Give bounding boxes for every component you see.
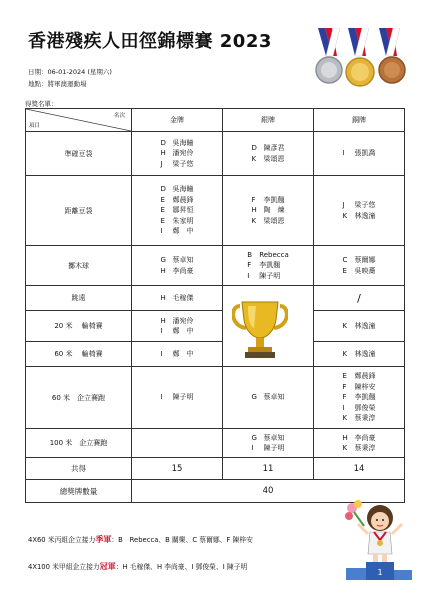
class-code: E (160, 206, 165, 215)
class-code: D (160, 185, 166, 194)
winner-entry (343, 443, 376, 454)
silver-cell (223, 429, 314, 458)
winner-entry (343, 255, 376, 266)
table-row (26, 311, 405, 342)
bronze-cell (314, 176, 405, 246)
event-name: 20 米 輪椅賽 (26, 311, 132, 342)
winner-name: 張凱喬 (354, 149, 376, 158)
corner-rank-label: 名次 (113, 113, 125, 119)
gold-total: 15 (132, 458, 223, 480)
class-code: G (160, 256, 166, 264)
silver-total: 11 (223, 458, 314, 480)
winner-entry (161, 216, 194, 227)
page-title: 香港殘疾人田徑錦標賽 2023 (28, 31, 272, 52)
winner-entry (252, 205, 285, 216)
gold-names (161, 138, 194, 170)
class-code: F (247, 261, 252, 270)
medals-icon (313, 28, 409, 90)
gold-cell (132, 246, 223, 286)
winner-entry (252, 154, 285, 165)
table-row (26, 246, 405, 286)
bronze-names (343, 371, 376, 424)
winner-entry (252, 195, 285, 206)
winner-name: 吳映蕎 (354, 266, 376, 275)
winner-entry (252, 392, 285, 403)
winner-name: 林逸潼 (354, 211, 376, 220)
winner-name: 潘宛伶 (172, 149, 194, 158)
winner-entry (161, 326, 194, 337)
event-name: 擲木球 (26, 246, 132, 286)
gold-names (161, 349, 194, 360)
winner-entry (161, 148, 194, 159)
bronze-cell (314, 246, 405, 286)
winner-name: 李凱翹 (259, 261, 281, 270)
gold-cell (132, 132, 223, 176)
class-code: H (251, 206, 257, 215)
bronze-names (343, 433, 376, 454)
table-corner-cell (26, 109, 132, 132)
gold-cell (132, 429, 223, 458)
winner-entry (343, 211, 376, 222)
winners-list-label: 得獎名單： (25, 100, 58, 108)
gold-cell (132, 286, 223, 311)
gold-cell (132, 342, 223, 367)
relay-1-event: 4X60 米丙組企立接力 (28, 536, 96, 544)
class-code: I (342, 403, 345, 412)
winner-entry (161, 349, 194, 360)
relay-result-1 (28, 534, 253, 545)
table-row (26, 176, 405, 246)
class-code: J (342, 201, 345, 209)
silver-cell (223, 367, 314, 429)
class-code: C (342, 256, 348, 264)
winner-entry (343, 382, 376, 393)
winner-name: 潘宛伶 (172, 316, 194, 325)
class-code: F (342, 393, 347, 402)
class-code: G (251, 393, 257, 402)
class-code: K (342, 321, 348, 330)
class-code: E (160, 216, 165, 225)
winner-name: 鄭 中 (172, 349, 194, 358)
bronze-names (343, 200, 376, 221)
bronze-cell (314, 132, 405, 176)
winner-name: 陳梓安 (354, 382, 376, 391)
winner-name: 蔡秉淳 (354, 444, 376, 452)
winner-name: 蔡秉淳 (354, 414, 376, 423)
class-code: B (247, 250, 253, 259)
winner-name: 鄭 中 (172, 327, 194, 335)
table-row (26, 429, 405, 458)
winner-name: 林逸潼 (354, 349, 376, 358)
winner-name: 林逸潼 (354, 321, 376, 330)
table-header-row (26, 109, 405, 132)
bronze-names (343, 321, 376, 332)
gold-cell (132, 367, 223, 429)
winner-name: 陳子明 (263, 444, 285, 452)
class-code: E (342, 372, 347, 381)
relay-1-team: ：B Rebecca、B 關樂、C 蔡爾娜、F 陳梓安 (111, 536, 253, 544)
winner-name: 梁子悠 (354, 201, 376, 209)
winner-entry (343, 349, 376, 360)
event-venue: 地點：將軍澳運動場 (28, 80, 87, 88)
class-code: I (251, 444, 254, 452)
table-row (26, 286, 405, 311)
winner-name: 吳海瞳 (172, 185, 194, 194)
class-code: K (342, 414, 348, 423)
gold-names (161, 255, 194, 276)
totals-label: 共得 (26, 458, 132, 480)
winner-name: 鄒昇恒 (172, 206, 194, 215)
winner-entry (343, 392, 376, 403)
winner-entry (247, 250, 289, 261)
winner-name: 朱家明 (172, 216, 194, 225)
bronze-total: 14 (314, 458, 405, 480)
winner-entry (161, 316, 194, 327)
table-row (26, 367, 405, 429)
silver-names (247, 250, 289, 282)
winner-name: 蔡卓知 (263, 433, 285, 442)
event-name: 100 米 企立賽跑 (26, 429, 132, 458)
class-code: H (160, 149, 166, 158)
winner-name: 鄭 中 (172, 227, 194, 236)
class-code: K (342, 349, 348, 358)
bronze-cell (314, 311, 405, 342)
class-code: K (342, 211, 348, 220)
class-code: K (342, 444, 348, 452)
winner-entry (343, 403, 376, 414)
gold-names (161, 392, 194, 403)
winner-name: 李尚豪 (354, 433, 376, 442)
event-name: 準確豆袋 (26, 132, 132, 176)
winner-entry (343, 413, 376, 424)
grand-total-value: 40 (132, 480, 405, 503)
class-code: F (342, 382, 347, 391)
bronze-cell (314, 286, 405, 311)
header-gold: 金牌 (132, 109, 223, 132)
trophy-icon (232, 298, 288, 360)
winner-name: 陳子明 (172, 393, 194, 402)
winner-name: 鄭晨鋒 (354, 372, 376, 381)
corner-event-label: 項目 (29, 123, 41, 129)
event-name: 60 米 輪椅賽 (26, 342, 132, 367)
relay-2-event: 4X100 米甲組企立接力 (28, 563, 100, 571)
class-code: J (160, 159, 163, 168)
winner-name: 梁子悠 (172, 159, 194, 168)
event-name: 60 米 企立賽跑 (26, 367, 132, 429)
class-code: E (342, 266, 347, 275)
relay-2-award: 冠軍 (99, 562, 116, 571)
class-code: E (160, 195, 165, 204)
class-code: H (160, 266, 166, 275)
bronze-cell (314, 367, 405, 429)
winner-entry (161, 255, 194, 266)
winner-entry (161, 293, 194, 304)
gold-names (161, 184, 194, 237)
winner-name: 李凱翹 (354, 393, 376, 402)
results-table (25, 108, 405, 503)
table-row (26, 132, 405, 176)
grand-total-label: 總獎牌數量 (26, 480, 132, 503)
bronze-none-mark: / (357, 291, 361, 305)
class-code: H (160, 293, 166, 302)
bronze-cell (314, 342, 405, 367)
winner-entry (252, 433, 285, 444)
event-name: 跳遠 (26, 286, 132, 311)
podium-number: 1 (377, 568, 383, 577)
winner-name: 鄧俊榮 (354, 403, 376, 412)
gold-names (161, 293, 194, 304)
winner-name: Rebecca (259, 250, 289, 259)
winner-entry (252, 216, 285, 227)
winner-name: 李尚豪 (172, 266, 194, 275)
class-code: I (342, 149, 345, 158)
winner-entry (161, 266, 194, 277)
winner-entry (161, 392, 194, 403)
winner-entry (252, 143, 285, 154)
winner-name: 梁頌恩 (263, 216, 285, 225)
silver-names (252, 195, 285, 227)
relay-2-team: ：H 毛稼傑、H 李尚豪、I 鄧俊榮、I 陳子明 (115, 563, 248, 571)
totals-row (26, 458, 405, 480)
silver-cell (223, 132, 314, 176)
winner-entry (343, 433, 376, 444)
silver-names (252, 433, 285, 454)
winner-entry (161, 226, 194, 237)
winner-entry (343, 200, 376, 211)
bronze-names (343, 349, 376, 360)
relay-result-2 (28, 561, 247, 572)
winner-entry (247, 271, 289, 282)
class-code: D (160, 138, 166, 147)
class-code: K (251, 216, 257, 225)
header-bronze: 銅牌 (314, 109, 405, 132)
winner-name: 鄭晨鋒 (172, 195, 194, 204)
class-code: H (160, 316, 166, 325)
winner-name: 蔡卓知 (172, 256, 194, 264)
class-code: H (342, 433, 348, 442)
winner-entry (161, 205, 194, 216)
class-code: I (247, 271, 250, 280)
bronze-cell (314, 429, 405, 458)
winner-entry (161, 138, 194, 149)
class-code: F (251, 195, 256, 204)
winner-name: 梁頌恩 (263, 154, 285, 163)
event-date: 日期：06-01-2024 (星期六) (28, 68, 112, 76)
winner-entry (247, 260, 289, 271)
winner-entry (343, 371, 376, 382)
table-row (26, 342, 405, 367)
class-code: I (160, 393, 163, 402)
winner-entry (161, 195, 194, 206)
silver-names (252, 392, 285, 403)
relay-1-award: 季軍 (95, 535, 112, 544)
winner-entry (161, 184, 194, 195)
winner-name: 陳彥君 (263, 144, 285, 152)
winner-name: 蔡卓知 (263, 393, 285, 402)
event-name: 距離豆袋 (26, 176, 132, 246)
silver-cell (223, 176, 314, 246)
class-code: I (160, 327, 163, 335)
winner-entry (252, 443, 285, 454)
gold-names (161, 316, 194, 337)
class-code: D (251, 144, 257, 152)
kid-on-podium-icon (344, 498, 414, 580)
winner-entry (343, 266, 376, 277)
silver-cell (223, 246, 314, 286)
winner-name: 陳子明 (259, 271, 281, 280)
winner-name: 毛稼傑 (172, 293, 194, 302)
winner-entry (343, 148, 376, 159)
winner-name: 蔡爾娜 (354, 256, 376, 264)
winner-name: 李凱翹 (263, 195, 285, 204)
winner-entry (161, 159, 194, 170)
gold-cell (132, 176, 223, 246)
winner-entry (343, 321, 376, 332)
silver-names (252, 143, 285, 164)
class-code: G (251, 433, 257, 442)
class-code: K (251, 154, 257, 163)
winner-name: 陶 煉 (263, 206, 285, 215)
class-code: I (160, 227, 163, 236)
bronze-names (343, 255, 376, 276)
winner-name: 吳海瞳 (172, 138, 194, 147)
class-code: I (160, 349, 163, 358)
bronze-names (343, 148, 376, 159)
header-silver: 銀牌 (223, 109, 314, 132)
gold-cell (132, 311, 223, 342)
